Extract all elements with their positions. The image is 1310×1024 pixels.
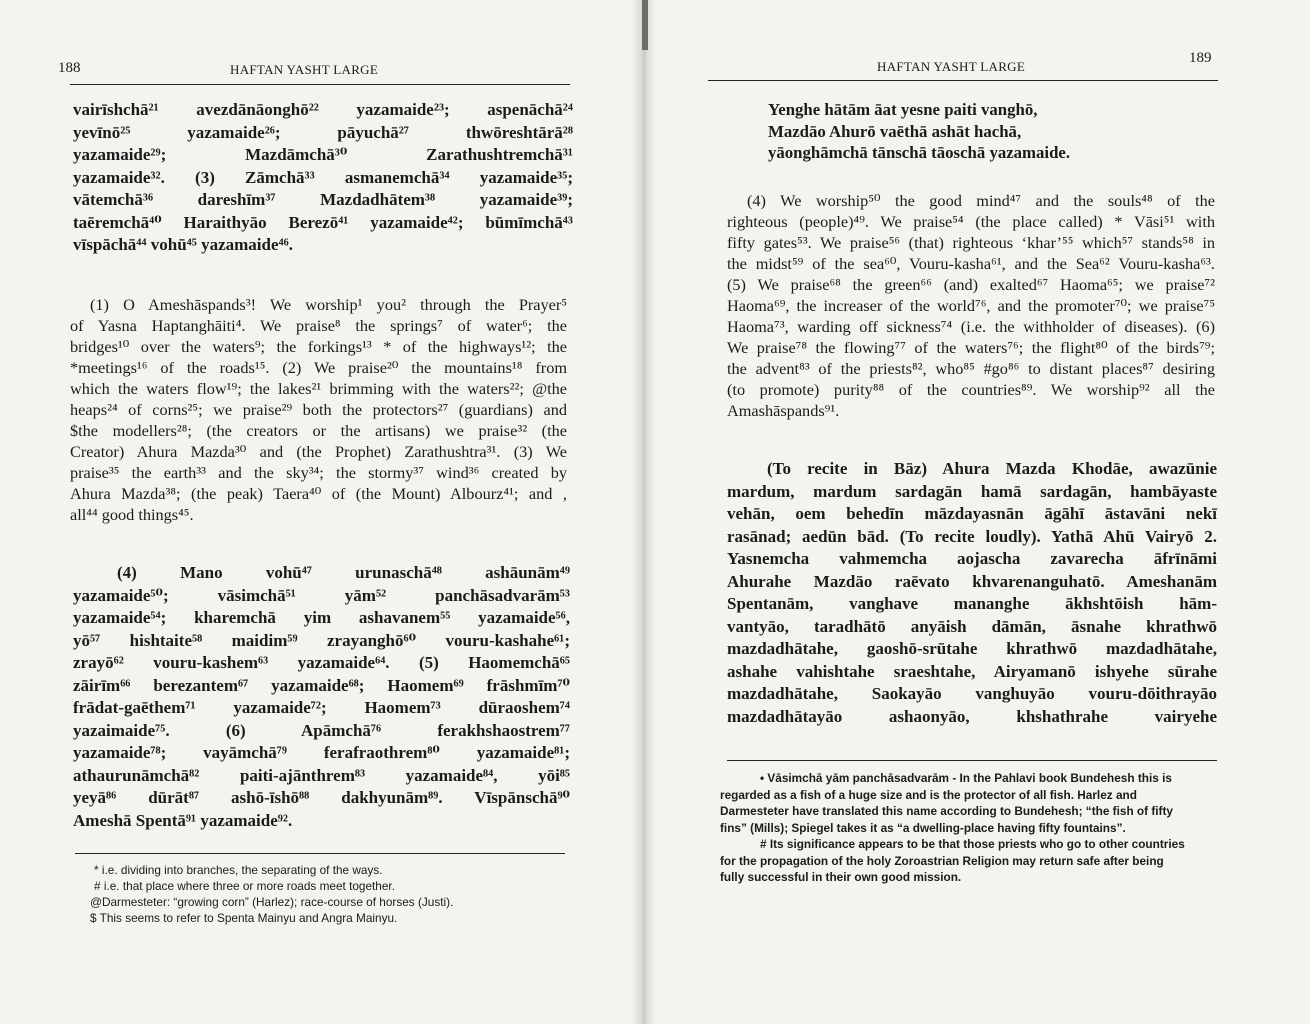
- binding-mark: [642, 0, 648, 50]
- right-page: [665, 0, 1310, 1024]
- running-head: HAFTAN YASHT LARGE: [877, 59, 1026, 74]
- recital-passage: (To recite in Bāz) Ahura Mazda Khodāe, awazūnie mardum, mardum sardagān hamā sardagān, hambāyaste vehān, oem behedīn māzdayasnān āgāhī āstavāni nekī rasānad; aedūn bād. (To recite loudly). Yathā Ahū Vairyō 2. Yasnemcha vahmemcha aojascha zavarecha āfrīnāmi Ahurahe Mazdāo raēvato khvarenanguhatō. Ameshanām Spentanām, vanghave mananghe ākhshtōish hām- vantyāo, taradhātō anyāish dāmān, āsnahe khrathwō mazdadhātahe, gaoshō-srūtahe khrathwō mazdadhātahe, ashahe vahishtahe sraeshtahe, Airyamanō ishyehe sūrahe mazdadhātahe, Saokayāo vanghuyāo vouru-dōithrayāo mazdadhātayāo ashaonyāo, khshathrahe vairyehe: [727, 459, 1217, 726]
- footnote-rule: [727, 760, 1217, 761]
- footnote-rule: [75, 853, 565, 854]
- translation-passage: (1) O Ameshāspands³! We worship¹ you² through the Prayer⁵ of Yasna Haptanghāiti⁴. We praise⁸ the springs⁷ of water⁶; the bridges¹⁰ over the waters⁹; the forkings¹³ * of the highways¹²; the *meetings¹⁶ of the roads¹⁵. (2) We praise²⁰ the mountains¹⁸ from which the waters flow¹⁹; the lakes²¹ brimming with the waters²²; @the heaps²⁴ of corns²⁵; we praise²⁹ both the protectors²⁷ (guardians) and $the modellers²⁸; (the creators or the artisans) we praise³² (the Creator) Ahura Mazda³⁰ and (the Prophet) Zarathushtra³¹. (3) We praise³⁵ the earth³³ and the sky³⁴; the stormy³⁷ wind³⁶ created by Ahura Mazda³⁸; (the peak) Taera⁴⁰ of (the Mount) Albourz⁴¹; and , all⁴⁴ good things⁴⁵.: [70, 295, 567, 524]
- page-number: 189: [1189, 50, 1212, 66]
- page-number: 188: [58, 60, 81, 76]
- footnotes: • Vāsimchā yām panchāsadvarām - In the Pahlavi book Bundehesh this is regarded as a fish of a huge size and is the protector of all fish. Harlez and Darmesteter have translated this name according to Bundehesh; “the fish of fifty fins” (Mills); Spiegel takes it as “a dwelling-place having fifty fountains”. # Its significance appears to be that those priests who go to other countries for the propagation of the holy Zoroastrian Religion may return safe after being fully successful in their own good mission.: [720, 771, 1185, 884]
- avestan-verse: Yenghe hātām āat yesne paiti vanghō, Mazdāo Ahurō vaēthā ashāt hachā, yāonghāmchā tānschā tāoschā yazamaide.: [768, 100, 1071, 162]
- translation-passage: (4) We worship⁵⁰ the good mind⁴⁷ and the souls⁴⁸ of the righteous (people)⁴⁹. We praise⁵⁴ (the place called) * Vāsi⁵¹ with fifty gates⁵³. We praise⁵⁶ (that) righteous ‘khar’⁵⁵ which⁵⁷ stands⁵⁸ in the midst⁵⁹ of the sea⁶⁰, Vouru-kasha⁶¹, and the Sea⁶² Vouru-kasha⁶³. (5) We praise⁶⁸ the green⁶⁶ (and) exalted⁶⁷ Haoma⁶⁵; we praise⁷² Haoma⁶⁹, the increaser of the world⁷⁶, and the promoter⁷⁰; we praise⁷⁵ Haoma⁷³, warding off sickness⁷⁴ (i.e. the withholder of diseases). (6) We praise⁷⁸ the flowing⁷⁷ of the waters⁷⁶; the flight⁸⁰ of the birds⁷⁹; the advent⁸³ of the priests⁸², who⁸⁵ #go⁸⁶ to distant places⁸⁷ desiring (to promote) purity⁸⁸ of the countries⁸⁹. We worship⁹² all the Amashāspands⁹¹.: [727, 191, 1215, 420]
- header-rule: [70, 84, 570, 85]
- avestan-passage-top: vairīshchā²¹ avezdānāonghō²² yazamaide²³; aspenāchā²⁴ yevīnō²⁵ yazamaide²⁶; pāyuchā²⁷ thwōreshtārā²⁸ yazamaide²⁹; Mazdāmchā³⁰ Zarathushtremchā³¹ yazamaide³². (3) Zāmchā³³ asmanemchā³⁴ yazamaide³⁵; vātemchā³⁶ dareshīm³⁷ Mazdadhātem³⁸ yazamaide³⁹; taēremchā⁴⁰ Haraithyāo Berezō⁴¹ yazamaide⁴²; būmīmchā⁴³ vīspāchā⁴⁴ vohū⁴⁵ yazamaide⁴⁶.: [73, 100, 573, 254]
- running-head: HAFTAN YASHT LARGE: [230, 62, 379, 77]
- left-page: [0, 0, 640, 1024]
- avestan-passage-bottom: (4) Mano vohū⁴⁷ urunaschā⁴⁸ ashāunām⁴⁹ yazamaide⁵⁰; vāsimchā⁵¹ yām⁵² panchāsadvarām⁵³ yazamaide⁵⁴; kharemchā yim ashavanem⁵⁵ yazamaide⁵⁶, yō⁵⁷ hishtaite⁵⁸ maidim⁵⁹ zrayanghō⁶⁰ vouru-kashahe⁶¹; zrayō⁶² vouru-kashem⁶³ yazamaide⁶⁴. (5) Haomemchā⁶⁵ zāirīm⁶⁶ berezantem⁶⁷ yazamaide⁶⁸; Haomem⁶⁹ frāshmīm⁷⁰ frādat-gaēthem⁷¹ yazamaide⁷²; Haomem⁷³ dūraoshem⁷⁴ yazaimaide⁷⁵. (6) Apāmchā⁷⁶ ferakhshaostrem⁷⁷ yazamaide⁷⁸; vayāmchā⁷⁹ ferafraothrem⁸⁰ yazamaide⁸¹; athaurunāmchā⁸² paiti-ajānthrem⁸³ yazamaide⁸⁴, yōi⁸⁵ yeyā⁸⁶ dūrāt⁸⁷ ashō-īshō⁸⁸ dakhyunām⁸⁹. Vīspānschā⁹⁰ Ameshā Spentā⁹¹ yazamaide⁹².: [73, 563, 570, 830]
- footnotes: * i.e. dividing into branches, the separating of the ways. # i.e. that place where three or more roads meet together. @Darmesteter: “growing corn” (Harlez); race-course of horses (Justi). $ This seems to refer to Spenta Mainyu and Angra Mainyu.: [90, 863, 454, 925]
- header-rule: [708, 80, 1218, 81]
